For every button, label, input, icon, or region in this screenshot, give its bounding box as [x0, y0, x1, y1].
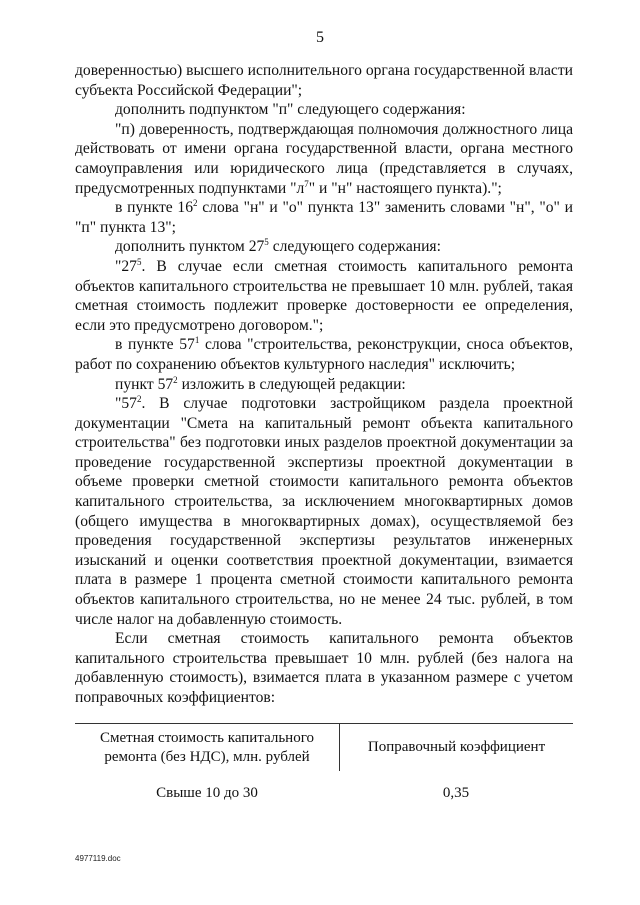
superscript: 1 — [194, 335, 200, 346]
superscript: 5 — [264, 237, 269, 248]
paragraph-add-item-27 — [75, 237, 573, 257]
superscript: 5 — [136, 256, 142, 267]
paragraph-text: дополнить подпунктом "п" следующего содержания: — [115, 101, 466, 119]
superscript: 2 — [136, 394, 142, 405]
coefficient-table — [75, 723, 573, 802]
paragraph-text: пункт 57 — [115, 375, 174, 393]
paragraph-text: "57 — [115, 395, 137, 413]
table-cell-coefficient: 0,35 — [442, 785, 470, 801]
paragraph-item-57-2 — [75, 375, 573, 395]
paragraph-text: "п) доверенность, подтверждающая полномочия должностного лица действовать от имени органа государственной власти, органа местного самоуправления или юридического лица (представляется в случаях, предусмотренных подпунктами "л — [75, 120, 573, 197]
paragraph-add-subitem — [75, 100, 573, 120]
header-text: Сметная стоимость капитального — [100, 729, 314, 746]
paragraph-text: доверенностью) высшего исполнительного органа государственной власти субъекта Российской Федерации"; — [75, 62, 573, 99]
table-cell-range: Свыше 10 до 30 — [156, 785, 258, 801]
paragraph-item-16 — [75, 198, 573, 237]
paragraph-correction-coefficients — [75, 629, 573, 707]
paragraph-text: . В случае подготовки застройщиком раздела проектной документации "Смета на капитальный ремонт объекта капитального строительства" без подготовки иных разделов проектной документации за проведение государственной экспертизы проектной документации в объеме проверки сметной стоимости капитального ремонта объектов капитального строительства, за исключением многоквартирных домов (общего имущества в многоквартирных домах), осуществляемой без проведения государственной экспертизы результатов инженерных изысканий и оценки соответствия проектной документации, взимается плата в размере 1 процента сметной стоимости капитального ремонта объектов капитального строительства, но не менее 24 тыс. рублей, в том числе налог на добавленную стоимость. — [75, 395, 573, 628]
header-text: ремонта (без НДС), млн. рублей — [104, 748, 310, 765]
paragraph-text: . В случае если сметная стоимость капитального ремонта объектов капитального строительства не превышает 10 млн. рублей, такая сметная стоимость подлежит проверке достоверности ее определения, если это предусмотрено договором."; — [75, 257, 573, 334]
superscript: 2 — [193, 198, 198, 209]
paragraph-item-27-text — [75, 257, 573, 335]
page-number: 5 — [316, 29, 324, 46]
paragraph-text: слова "н" и "о" пункта 13" заменить словами "н", "о" и "п" пункта 13"; — [75, 199, 573, 236]
paragraph-text: "27 — [115, 257, 137, 275]
paragraph-text: изложить в следующей редакции: — [177, 375, 406, 393]
table-header-cost — [75, 724, 340, 771]
paragraph-text: в пункте 16 — [115, 199, 194, 217]
paragraph-continuation — [75, 61, 573, 100]
paragraph-item-57-2-text — [75, 394, 573, 629]
paragraph-text: в пункте 57 — [115, 336, 195, 354]
paragraph-item-57-1 — [75, 335, 573, 374]
footer-doc-code: 4977119.doc — [75, 854, 121, 863]
paragraph-text: дополнить пунктом 27 — [115, 238, 265, 256]
superscript: 2 — [173, 374, 178, 385]
paragraph-subitem-p — [75, 120, 573, 198]
table-row — [75, 785, 573, 802]
paragraph-text: " и "н" настоящего пункта)."; — [308, 179, 502, 197]
table-header-coefficient: Поправочный коэффициент — [367, 739, 546, 755]
paragraph-text: слова "строительства, реконструкции, сноса объектов, работ по сохранению объектов культурного наследия" исключить; — [75, 336, 573, 373]
paragraph-text: Если сметная стоимость капитального ремонта объектов капитального строительства превышает 10 млн. рублей (без налога на добавленную стоимость), взимается плата в указанном размере с учетом поправочных коэффициентов: — [75, 630, 573, 706]
superscript: 7 — [304, 178, 309, 189]
document-body — [75, 61, 573, 708]
table-header — [75, 723, 573, 771]
paragraph-text: следующего содержания: — [268, 238, 441, 256]
